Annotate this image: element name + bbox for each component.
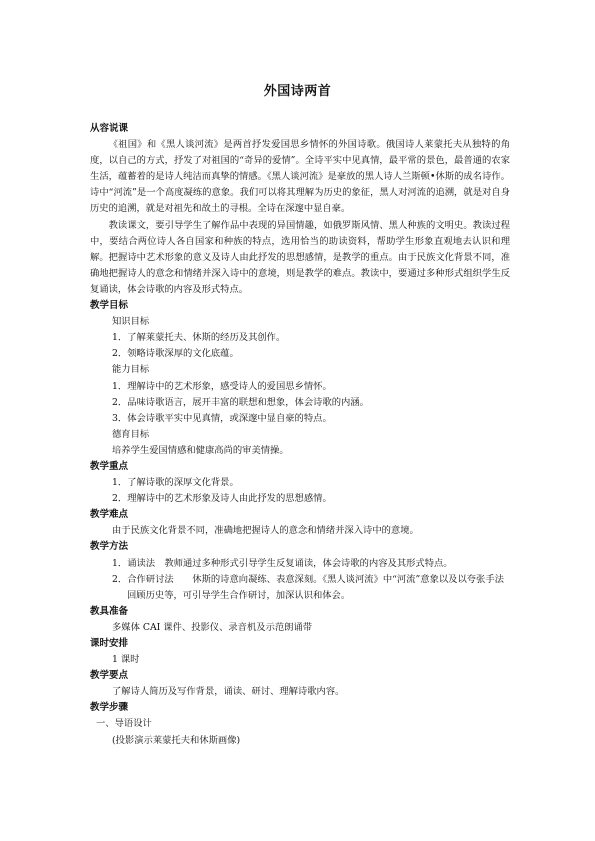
section-heading-buzhou: 教学步骤 — [90, 702, 129, 714]
section-heading-shuoke: 从容说课 — [90, 123, 129, 134]
list-item: 2．合作研讨法 休斯的诗意向凝练、表意深刻。《黑人谈河流》中“河流”意象以及以夸张手法回顾历史等，可引导学生合作研讨，加深认识和体会。 — [112, 573, 504, 601]
list-item: 1．诵读法 教师通过多种形式引导学生反复诵读，体会诗歌的内容及其形式特点。 — [112, 557, 453, 569]
list-item: 3．体会诗歌平实中见真情，或深邃中显自豪的特点。 — [112, 412, 332, 424]
section-heading-keshi: 课时安排 — [90, 638, 129, 649]
paragraph: 由于民族文化背景不同，准确地把握诗人的意念和情绪并深入诗中的意境。 — [112, 525, 419, 537]
paragraph: 教读课文，要引导学生了解作品中表现的异国情趣，如俄罗斯风情、黑人种族的文明史。教读过程中，要结合两位诗人各自国家和种族的特点，选用恰当的助读资料，帮助学生形象直观地去认识和理解。把握诗中艺术形象的意义及诗人由此抒发的思想感情，是教学的重点。由于民族文化背景不同，准确地把握诗人的意念和情绪并深入诗中的意境，则是教学的难点。教读中，要通过多种形式组织学生反复诵读，体会诗歌的内容及形式特点。 — [90, 219, 510, 295]
paragraph: 多媒体 CAI 课件、投影仪、录音机及示范朗诵带 — [112, 621, 313, 633]
paragraph: 培养学生爱国情感和健康高尚的审美情操。 — [112, 444, 289, 456]
paragraph: 《祖国》和《黑人谈河流》是两首抒发爱国思乡情怀的外国诗歌。俄国诗人莱蒙托夫从独特的角度，以自己的方式，抒发了对祖国的“奇异的爱情”。全诗平实中见真情，最平常的景色，最普通的农家生活，蕴蓄着的是诗人纯洁而真挚的情感。《黑人谈河流》是豪放的黑人诗人兰斯顿•休斯的成名诗作。诗中“河流”是一个高度凝练的意象。我们可以将其理解为历史的象征，黑人对河流的追溯，就是对自身历史的追溯，就是对祖先和故土的寻根。全诗在深邃中显自豪。 — [90, 139, 510, 215]
paragraph: (投影演示莱蒙托夫和休斯画像) — [112, 734, 241, 746]
list-item: 2．领略诗歌深厚的文化底蕴。 — [112, 348, 239, 360]
section-heading-zhongdian: 教学重点 — [90, 460, 129, 472]
list-item: 2．理解诗中的艺术形象及诗人由此抒发的思想感情。 — [112, 493, 332, 505]
section-heading-nandian: 教学难点 — [90, 509, 129, 521]
paragraph: 了解诗人简历及写作背景，诵读、研讨、理解诗歌内容。 — [112, 686, 345, 698]
document-body — [90, 121, 510, 749]
document-title: 外国诗两首 — [263, 84, 332, 99]
list-item: 1．了解诗歌的深厚文化背景。 — [112, 477, 239, 489]
subheading-nengli: 能力目标 — [112, 364, 150, 376]
list-item: 1．理解诗中的艺术形象，感受诗人的爱国思乡情怀。 — [112, 380, 332, 392]
paragraph: 1 课时 — [112, 654, 140, 666]
section-heading-mubiao: 教学目标 — [90, 300, 129, 312]
subheading-zhishi: 知识目标 — [112, 316, 150, 328]
section-heading-jiaoju: 教具准备 — [90, 605, 129, 617]
subheading-deyu: 德育目标 — [112, 428, 150, 440]
list-item: 1．了解莱蒙托夫、休斯的经历及其创作。 — [112, 332, 286, 344]
section-heading-fangfa: 教学方法 — [90, 541, 129, 553]
section-heading-yaodian: 教学要点 — [90, 670, 129, 682]
list-item: 2．品味诗歌语言，展开丰富的联想和想象，体会诗歌的内涵。 — [112, 396, 369, 408]
step-heading: 一、导语设计 — [96, 718, 152, 730]
